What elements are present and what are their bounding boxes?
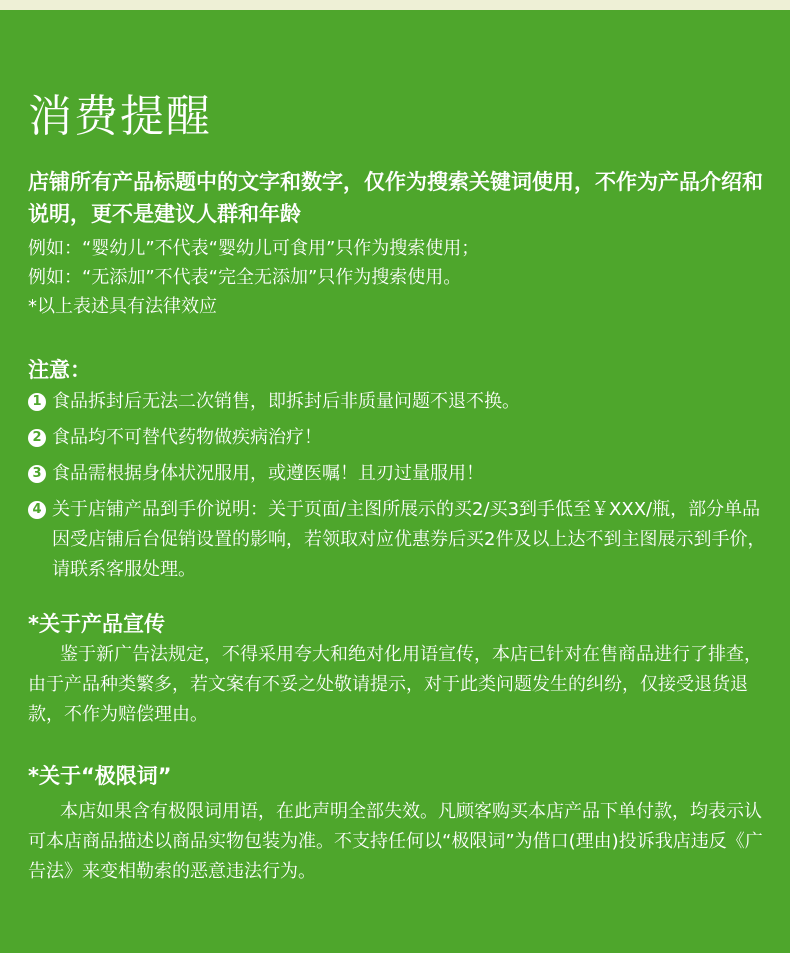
promo-section-body: 鉴于新广告法规定，不得采用夸大和绝对化用语宣传，本店已针对在售商品进行了排查，由于产品种类繁多，若文案有不妥之处敬请提示，对于此类问题发生的纠纷，仅接受退货退款，不作为赔偿理由。 [28,644,762,725]
number-2-icon: 2 [28,429,46,447]
example-line: 例如：“婴幼儿”不代表“婴幼儿可食用”只作为搜索使用； [28,238,480,259]
notice-item [28,387,770,417]
top-band [0,0,790,10]
notice-item-text: 关于店铺产品到手价说明：关于页面/主图所展示的买2/买3到手低至￥XXX/瓶，部分单品因受店铺后台促销设置的影响，若领取对应优惠券后买2件及以上达不到主图展示到手价，请联系客服处理。 [52,499,766,580]
notice-item [28,495,770,585]
notice-item-text: 食品均不可替代药物做疾病治疗！ [52,427,322,448]
extreme-words-section-body: 本店如果含有极限词用语，在此声明全部失效。凡顾客购买本店产品下单付款，均表示认可本店商品描述以商品实物包装为准。不支持任何以“极限词”为借口(理由)投诉我店违反《广告法》来变相勒索的恶意违法行为。 [28,801,763,882]
legal-note: *以上表述具有法律效应 [28,296,217,317]
number-4-icon: 4 [28,501,46,519]
notice-list [28,387,770,591]
notice-item-text: 食品需根据身体状况服用，或遵医嘱！且刃过量服用！ [52,463,484,484]
consumer-notice-page [0,10,790,953]
notice-item [28,459,770,489]
number-1-icon: 1 [28,393,46,411]
lead-statement: 店铺所有产品标题中的文字和数字，仅作为搜索关键词使用，不作为产品介绍和说明，更不是建议人群和年龄 [28,170,763,226]
number-3-icon: 3 [28,465,46,483]
extreme-words-section-title: *关于“极限词” [28,764,172,788]
examples-block [28,234,770,321]
notice-title: 注意： [28,358,91,382]
notice-item [28,423,770,453]
notice-item-text: 食品拆封后无法二次销售，即拆封后非质量问题不退不换。 [52,391,520,412]
page-title: 消费提醒 [28,91,212,142]
example-line: 例如：“无添加”不代表“完全无添加”只作为搜索使用。 [28,267,462,288]
promo-section-title: *关于产品宣传 [28,612,165,636]
